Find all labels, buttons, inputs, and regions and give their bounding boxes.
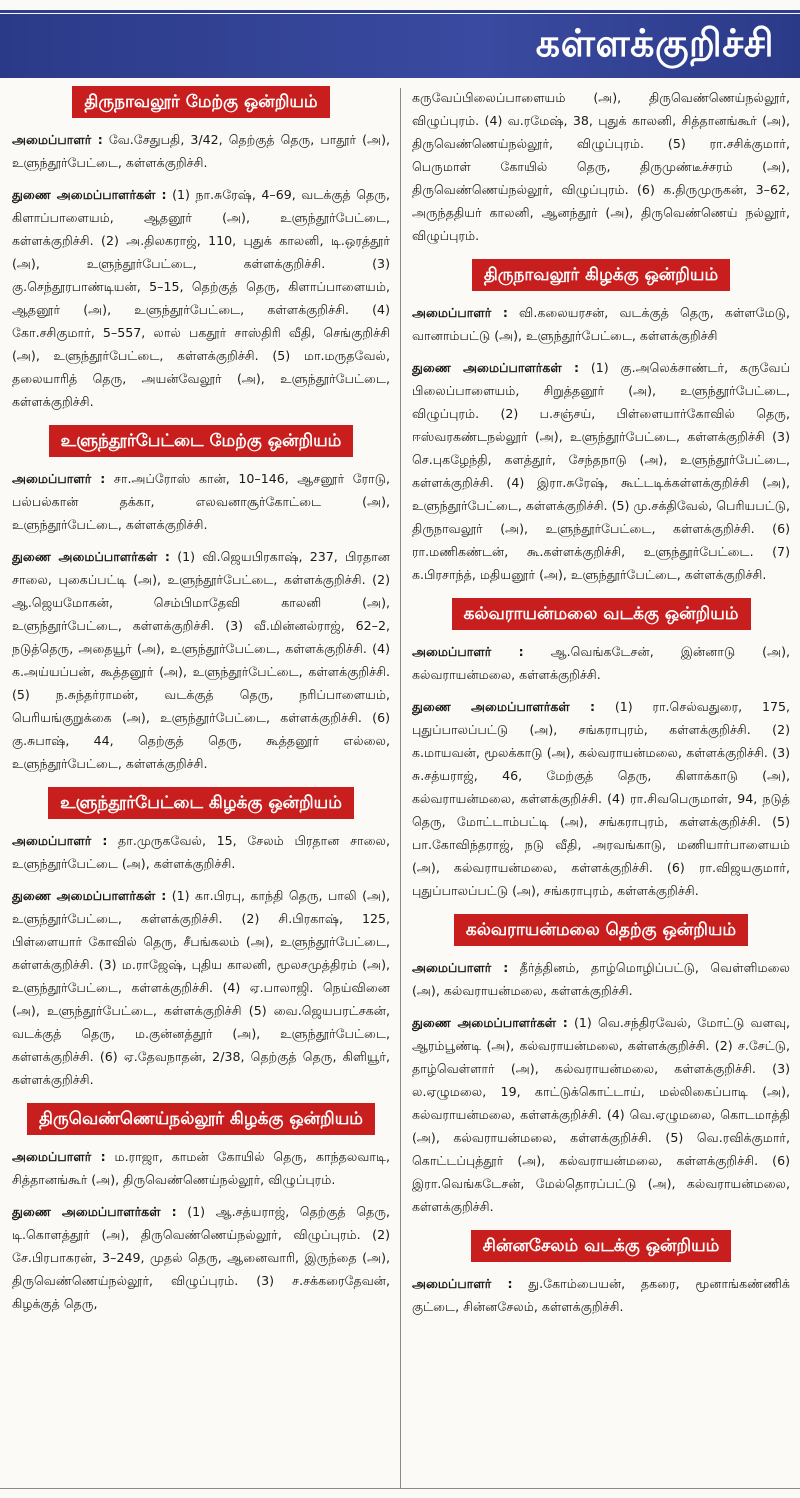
continued-text: கருவேப்பிலைப்பாளையம் (அ), திருவெண்ணெய்நல்லூர், விழுப்புரம். (4) வ.ரமேஷ், 38, புதுக் காலனி, சித்தானங்கூர் (அ), திருவெண்ணெய்நல்லூர், விழுப்புரம். (5) ரா.சசிக்குமார், பெருமாள் கோயில் தெரு, திருமுண்டீச்சரம் (அ), திருவெண்ணெய்நல்லூர், விழுப்புரம். (6) க.திருமுருகன், 3–62, அருந்ததியர் காலனி, ஆனந்தூர் (அ), திருவெண்ணெய் நல்லூர், விழுப்புரம்.: [412, 90, 790, 243]
bottom-rule: [0, 1488, 800, 1489]
organizer-entry: [12, 467, 390, 536]
organizer-text: தீர்த்தினம், தாழ்மொழிப்பட்டு, வெள்ளிமலை (அ), கல்வராயன்மலை, கள்ளக்குறிச்சி.: [412, 960, 790, 998]
deputy-text: (1) வெ.சந்திரவேல், மோட்டு வளவு, ஆரம்பூண்டி (அ), கல்வராயன்மலை, கள்ளக்குறிச்சி. (2) ச.சேட்டு, தாழ்வெள்ளார் (அ), கல்வராயன்மலை, கள்ளக்குறிச்சி. (3) ல.ஏழுமலை, 19, காட்டுக்கொட்டாய், மல்லிகைப்பாடி (அ), கல்வராயன்மலை, கள்ளக்குறிச்சி. (4) வெ.ஏழுமலை, கொடமாத்தி (அ), கல்வராயன்மலை, கள்ளக்குறிச்சி. (5) வெ.ரவிக்குமார், கொட்டப்புத்தூர் (அ), கல்வராயன்மலை, கள்ளக்குறிச்சி. (6) இரா.வெங்கடேசன், மேல்தொரப்பட்டு (அ), கல்வராயன்மலை, கள்ளக்குறிச்சி.: [412, 1015, 790, 1214]
organizer-entry: [12, 829, 390, 875]
masthead: [0, 0, 800, 80]
union-heading: உளுந்தூர்பேட்டை கிழக்கு ஒன்றியம்: [48, 787, 354, 819]
union-section: [12, 1103, 390, 1315]
organizer-label: அமைப்பாளர் :: [12, 833, 108, 848]
union-heading: கல்வராயன்மலை வடக்கு ஒன்றியம்: [452, 598, 751, 630]
organizer-entry: [12, 128, 390, 174]
organizer-text: தா.முருகவேல், 15, சேலம் பிரதான சாலை, உளுந்தூர்பேட்டை (அ), கள்ளக்குறிச்சி.: [12, 833, 390, 871]
deputy-entry: [12, 1200, 390, 1315]
deputy-label: துணை அமைப்பாளர்கள் :: [12, 1204, 177, 1219]
top-rule: [0, 10, 800, 13]
right-column: [412, 86, 790, 1488]
deputy-label: துணை அமைப்பாளர்கள் :: [412, 699, 595, 714]
union-section: [12, 787, 390, 1091]
organizer-text: ம.ராஜா, காமன் கோயில் தெரு, காந்தலவாடி, சித்தானங்கூர் (அ), திருவெண்ணெய்நல்லூர், விழுப்புரம்.: [12, 1149, 390, 1187]
deputy-entry: [12, 884, 390, 1091]
union-section: [412, 259, 790, 586]
organizer-entry: [412, 301, 790, 347]
union-heading: திருவெண்ணெய்நல்லூர் கிழக்கு ஒன்றியம்: [27, 1103, 375, 1135]
deputy-label: துணை அமைப்பாளர்கள் :: [12, 187, 167, 202]
organizer-entry: [412, 640, 790, 686]
deputy-label: துணை அமைப்பாளர்கள் :: [412, 360, 580, 375]
organizer-label: அமைப்பாளர் :: [12, 471, 106, 486]
union-heading: திருநாவலூர் மேற்கு ஒன்றியம்: [72, 86, 329, 118]
organizer-entry: [412, 1272, 790, 1318]
union-section: [12, 425, 390, 775]
deputy-entry: [412, 356, 790, 586]
deputy-entry: [12, 183, 390, 413]
union-heading: உளுந்தூர்பேட்டை மேற்கு ஒன்றியம்: [49, 425, 354, 457]
organizer-text: சா.அப்ரோஸ் கான், 10–146, ஆசனூர் ரோடு, பல்பல்கான் தக்கா, எலவனாசூர்கோட்டை (அ), உளுந்தூர்பேட்டை, கள்ளக்குறிச்சி.: [12, 471, 390, 532]
organizer-label: அமைப்பாளர் :: [12, 1149, 106, 1164]
organizer-text: து.கோம்பையன், தகரை, மூனாங்கண்ணிக் குட்டை, சின்னசேலம், கள்ளக்குறிச்சி.: [412, 1276, 790, 1314]
union-heading: திருநாவலூர் கிழக்கு ஒன்றியம்: [472, 259, 730, 291]
union-section: [412, 598, 790, 902]
left-column: [12, 86, 390, 1488]
deputy-label: துணை அமைப்பாளர்கள் :: [12, 888, 167, 903]
union-section: [412, 1230, 790, 1318]
union-section: [412, 914, 790, 1218]
organizer-entry: [412, 956, 790, 1002]
deputy-entry: [12, 545, 390, 775]
deputy-label: துணை அமைப்பாளர்கள் :: [12, 549, 170, 564]
continued-section: [412, 86, 790, 247]
organizer-label: அமைப்பாளர் :: [412, 960, 509, 975]
organizer-label: அமைப்பாளர் :: [412, 644, 524, 659]
organizer-label: அமைப்பாளர் :: [412, 1276, 513, 1291]
deputy-text: (1) நா.சுரேஷ், 4–69, வடக்குத் தெரு, கிளாப்பாளையம், ஆதனூர் (அ), உளுந்தூர்பேட்டை, கள்ளக்குறிச்சி. (2) அ.திலகராஜ், 110, புதுக் காலனி, டி.ஒரத்தூர் (அ), உளுந்தூர்பேட்டை, கள்ளக்குறிச்சி. (3) கு.செந்தூரபாண்டியன், 5–15, தெற்குத் தெரு, கிளாப்பாளையம், ஆதனூர் (அ), உளுந்தூர்பேட்டை, கள்ளக்குறிச்சி. (4) கோ.சசிகுமார், 5–557, லால் பகதூர் சாஸ்திரி வீதி, செங்குறிச்சி (அ), உளுந்தூர்பேட்டை, கள்ளக்குறிச்சி. (5) மா.மருதவேல், தலையாரித் தெரு, அயன்வேலூர் (அ), உளுந்தூர்பேட்டை, கள்ளக்குறிச்சி.: [12, 187, 390, 409]
organizer-entry: [12, 1145, 390, 1191]
union-heading: கல்வராயன்மலை தெற்கு ஒன்றியம்: [454, 914, 748, 946]
deputy-text: (1) வி.ஜெயபிரகாஷ், 237, பிரதான சாலை, புகைப்பட்டி (அ), உளுந்தூர்பேட்டை, கள்ளக்குறிச்சி. (2) ஆ.ஜெயமோகன், செம்பிமாதேவி காலனி (அ), உளுந்தூர்பேட்டை, கள்ளக்குறிச்சி. (3) வீ.மின்னல்ராஜ், 62–2, நடுத்தெரு, அதையூர் (அ), உளுந்தூர்பேட்டை, கள்ளக்குறிச்சி. (4) க.அய்யப்பன், கூத்தனூர் (அ), உளுந்தூர்பேட்டை, கள்ளக்குறிச்சி. (5) ந.சுந்தர்ராமன், வடக்குத் தெரு, நரிப்பாளையம், பெரியங்குறுக்கை (அ), உளுந்தூர்பேட்டை, கள்ளக்குறிச்சி. (6) கு.சுபாஷ், 44, தெற்குத் தெரு, கூத்தனூர் எல்லை, உளுந்தூர்பேட்டை, கள்ளக்குறிச்சி.: [12, 549, 390, 771]
union-section: [12, 86, 390, 413]
deputy-label: துணை அமைப்பாளர்கள் :: [412, 1015, 568, 1030]
organizer-text: வே.சேதுபதி, 3/42, தெற்குத் தெரு, பாதூர் (அ), உளுந்தூர்பேட்டை, கள்ளக்குறிச்சி.: [12, 132, 390, 170]
organizer-label: அமைப்பாளர் :: [12, 132, 103, 147]
organizer-text: ஆ.வெங்கடேசன், இன்னாடு (அ), கல்வராயன்மலை, கள்ளக்குறிச்சி.: [412, 644, 790, 682]
district-title: கள்ளக்குறிச்சி: [535, 21, 774, 65]
deputy-entry: [412, 1011, 790, 1218]
deputy-text: (1) ரா.செல்வதுரை, 175, புதுப்பாலப்பட்டு (அ), சங்கராபுரம், கள்ளக்குறிச்சி. (2) க.மாயவன், மூலக்காடு (அ), கல்வராயன்மலை, கள்ளக்குறிச்சி. (3) சு.சத்யராஜ், 46, மேற்குத் தெரு, கிளாக்காடு (அ), கல்வராயன்மலை, கள்ளக்குறிச்சி. (4) ரா.சிவபெருமாள், 94, நடுத் தெரு, மோட்டாம்பட்டி (அ), சங்கராபுரம், கள்ளக்குறிச்சி. (5) பா.கோவிந்தராஜ், நடு வீதி, அரவங்காடு, மணியார்பாளையம் (அ), கல்வராயன்மலை, கள்ளக்குறிச்சி. (6) ரா.விஜயகுமார், புதுப்பாலப்பட்டு (அ), சங்கராபுரம், கள்ளக்குறிச்சி.: [412, 699, 790, 898]
union-heading: சின்னசேலம் வடக்கு ஒன்றியம்: [471, 1230, 732, 1262]
organizer-text: வி.கலையரசன், வடக்குத் தெரு, கள்ளமேடு, வானாம்பட்டு (அ), உளுந்தூர்பேட்டை, கள்ளக்குறிச்சி: [412, 305, 790, 343]
district-banner: [0, 14, 800, 78]
deputy-text: (1) ஆ.சத்யராஜ், தெற்குத் தெரு, டி.கொளத்தூர் (அ), திருவெண்ணெய்நல்லூர், விழுப்புரம். (2) சே.பிரபாகரன், 3–249, முதல் தெரு, ஆனைவாரி, இருந்தை (அ), திருவெண்ணெய்நல்லூர், விழுப்புரம். (3) ச.சக்கரைதேவன், கிழக்குத் தெரு,: [12, 1204, 390, 1311]
deputy-text: (1) கு.அலெக்சாண்டர், கருவேப் பிலைப்பாளையம், சிறுத்தனூர் (அ), உளுந்தூர்பேட்டை, விழுப்புரம். (2) ப.சஞ்சய், பிள்ளையார்கோவில் தெரு, ஈஸ்வரகண்டநல்லூர் (அ), உளுந்தூர்பேட்டை, கள்ளக்குறிச்சி (3) செ.புகழேந்தி, களத்தூர், சேந்தநாடு (அ), உளுந்தூர்பேட்டை, கள்ளக்குறிச்சி. (4) இரா.சுரேஷ், கூட்டடிக்கள்ளக்குறிச்சி (அ), உளுந்தூர்பேட்டை, கள்ளக்குறிச்சி. (5) மு.சக்திவேல், பெரியபட்டு, திருநாவலூர் (அ), உளுந்தூர்பேட்டை, கள்ளக்குறிச்சி. (6) ரா.மணிகண்டன், கூ.கள்ளக்குறிச்சி, உளுந்தூர்பேட்டை. (7) க.பிரசாந்த், மதியனூர் (அ), உளுந்தூர்பேட்டை, கள்ளக்குறிச்சி.: [412, 360, 790, 582]
organizer-label: அமைப்பாளர் :: [412, 305, 508, 320]
content-columns: [0, 86, 800, 1488]
deputy-text: (1) கா.பிரபு, காந்தி தெரு, பாலி (அ), உளுந்தூர்பேட்டை, கள்ளக்குறிச்சி. (2) சி.பிரகாஷ், 125, பிள்ளையார் கோவில் தெரு, சீபங்கலம் (அ), உளுந்தூர்பேட்டை, கள்ளக்குறிச்சி. (3) ம.ராஜேஷ், புதிய காலனி, மூலசமுத்திரம் (அ), உளுந்தூர்பேட்டை, கள்ளக்குறிச்சி. (4) ஏ.பாலாஜி. நெய்வினை (அ), உளுந்தூர்பேட்டை, கள்ளக்குறிச்சி (5) வை.ஜெயபரட்சகன், வடக்குத் தெரு, ம.குன்னத்தூர் (அ), உளுந்தூர்பேட்டை, கள்ளக்குறிச்சி. (6) ஏ.தேவநாதன், 2/38, தெற்குத் தெரு, கிளியூர், கள்ளக்குறிச்சி.: [12, 888, 390, 1087]
deputy-entry: [412, 695, 790, 902]
